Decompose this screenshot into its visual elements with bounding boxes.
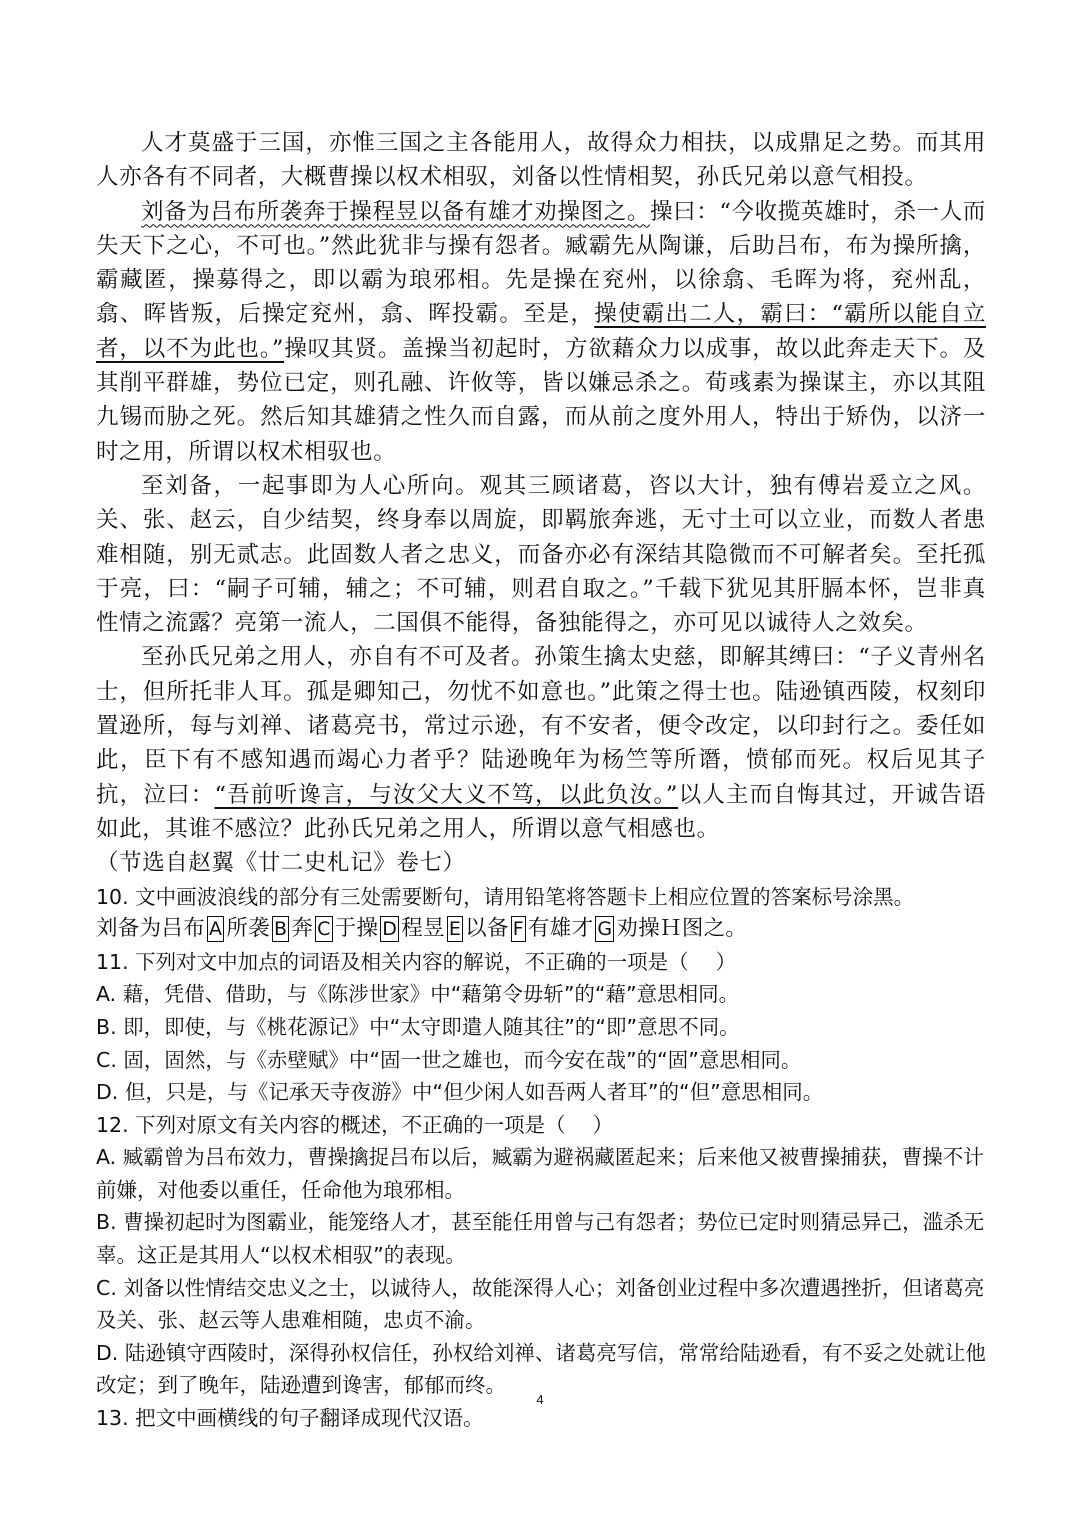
underlined-sentence-1: 操使霸出二人，霸曰：“霸所以能自立者，以不为此也。” [96, 301, 986, 362]
option-box-d[interactable]: D [382, 918, 398, 941]
paragraph-2-text-b: 操叹其贤。盖操当初起时，方欲藉众力以成事，故以此奔走天下。及其削平群雄，势位已定，则孔融、许攸等，皆以嫌忌杀之。荀彧素为操谋主，亦以其阻九锡而胁之死。然后知其雄猜之性久而自露，而从前之度外用人，特出于矫伪，以济一时之用，所谓以权术相驭也。 [96, 335, 986, 465]
option-box-c[interactable]: C [317, 918, 331, 941]
passage [96, 126, 986, 881]
passage-paragraph-3: 至刘备，一起事即为人心所向。观其三顾诸葛，咨以大计，独有傅岩爰立之风。关、张、赵云，自少结契，终身奉以周旋，即羁旅奔逃，无寸土可以立业，而数人者患难相随，别无贰志。此固数人者之忠义，而备亦必有深结其隐微而不可解者矣。至托孤于亮，曰：“嗣子可辅，辅之；不可辅，则君自取之。”千载下犹见其肝膈本怀，岂非真性情之流露？亮第一流人，二国俱不能得，备独能得之，亦可见以诚待人之效矣。 [96, 472, 986, 637]
segment-text: 以备 [465, 916, 509, 942]
segment-text: 于操 [334, 916, 379, 942]
question-11-option-a[interactable]: A. 藉，凭借、借助，与《陈涉世家》中“藉第令毋斩”的“藉”意思相同。 [96, 982, 740, 1007]
page-number: 4 [536, 1392, 544, 1407]
option-box-a[interactable]: A [209, 918, 223, 941]
question-12-option-a[interactable]: A. 臧霸曾为吕布效力，曹操擒捉吕布以后，臧霸为避祸藏匿起来；后来他又被曹操捕获，曹操不计前嫌，对他委以重任，任命他为琅邪相。 [96, 1145, 984, 1202]
question-11: 11. 下列对文中加点的词语及相关内容的解说，不正确的一项是（ ） [96, 949, 737, 974]
option-box-b[interactable]: B [273, 918, 288, 941]
segment-text: 有雄才 [527, 916, 594, 942]
question-12: 12. 下列对原文有关内容的概述，不正确的一项是（ ） [96, 1112, 614, 1137]
segment-text: 程昱 [401, 916, 445, 942]
segment-text: 奔 [291, 916, 314, 942]
option-box-g[interactable]: G [597, 918, 613, 941]
paragraph-4-text-a: 至孙氏兄弟之用人，亦自有不可及者。孙策生擒太史慈，即解其缚曰：“子义青州名士，但所托非人耳。孤是卿知己，勿忧不如意也。”此策之得士也。陆逊镇西陵，权刻印置逊所，每与刘禅、诸葛亮书，常过示逊，有不安者，便令改定，以印封行之。委任如此，臣下有不感知遇而竭心力者乎？陆逊晚年为杨竺等所谮，愤郁而死。权后见其子抗，泣曰： [96, 644, 986, 808]
passage-paragraph-2 [96, 195, 986, 469]
question-12-option-c[interactable]: C. 刘备以性情结交忠义之士，以诚待人，故能深得人心；刘备创业过程中多次遭遇挫折，但诸葛亮及关、张、赵云等人患难相随，忠贞不渝。 [96, 1275, 985, 1333]
passage-paragraph-4 [96, 640, 986, 846]
paragraph-4-text-b: 以人主而自悔其过，开诚告语如此，其谁不感泣？此孙氏兄弟之用人，所谓以意气相感也。 [96, 781, 986, 842]
question-13: 13. 把文中画横线的句子翻译成现代汉语。 [96, 1406, 484, 1431]
question-11-option-b[interactable]: B. 即，即使，与《桃花源记》中“太守即遣人随其往”的“即”意思不同。 [96, 1014, 740, 1039]
passage-paragraph-1: 人才莫盛于三国，亦惟三国之主各能用人，故得众力相扶，以成鼎足之势。而其用人亦各有不同者，大概曹操以权术相驭，刘备以性情相契，孙氏兄弟以意气相投。 [96, 130, 986, 191]
paragraph-2-text-a: 操曰：“今收揽英雄时，杀一人而失天下之心，不可也。”然此犹非与操有怨者。臧霸先从陶谦，后助吕布，布为操所擒，霸藏匿，操募得之，即以霸为琅邪相。先是操在兖州，以徐翕、毛晖为将，兖州乱，翕、晖皆叛，后操定兖州，翕、晖投霸。至是， [96, 198, 986, 328]
wavy-underlined-sentence: 刘备为吕布所袭奔于操程昱以备有雄才劝操图之。 [141, 198, 650, 225]
segment-text: 劝操Ｈ图之。 [616, 916, 748, 942]
option-box-f[interactable]: F [512, 918, 524, 941]
segment-text: 刘备为吕布 [96, 916, 206, 942]
question-11-option-c[interactable]: C. 固，固然，与《赤壁赋》中“固一世之雄也，而今安在哉”的“固”意思相同。 [96, 1047, 802, 1072]
source-citation: （节选自赵翼《廿二史札记》卷七） [96, 850, 466, 877]
question-10-break-options [96, 913, 986, 946]
segment-text: 所袭 [226, 916, 270, 942]
option-box-e[interactable]: E [448, 918, 462, 941]
exam-page [96, 126, 986, 1435]
question-11-option-d[interactable]: D. 但，只是，与《记承天寺夜游》中“但少闲人如吾两人者耳”的“但”意思相同。 [96, 1080, 824, 1105]
questions [96, 881, 986, 1435]
question-10: 10. 文中画波浪线的部分有三处需要断句，请用铅笔将答题卡上相应位置的答案标号涂黑。 [96, 884, 915, 909]
question-12-option-b[interactable]: B. 曹操初起时为图霸业，能笼络人才，甚至能任用曾与己有怨者；势位已定时则猜忌异己，滥杀无辜。这正是其用人“以权术相驭”的表现。 [96, 1210, 985, 1268]
underlined-sentence-2: “吾前听谗言，与汝父大义不笃，以此负汝。” [214, 781, 679, 808]
question-12-option-d[interactable]: D. 陆逊镇守西陵时，深得孙权信任，孙权给刘禅、诸葛亮写信，常常给陆逊看，有不妥之处就让他改定；到了晚年，陆逊遭到谗害，郁郁而终。 [96, 1340, 986, 1398]
